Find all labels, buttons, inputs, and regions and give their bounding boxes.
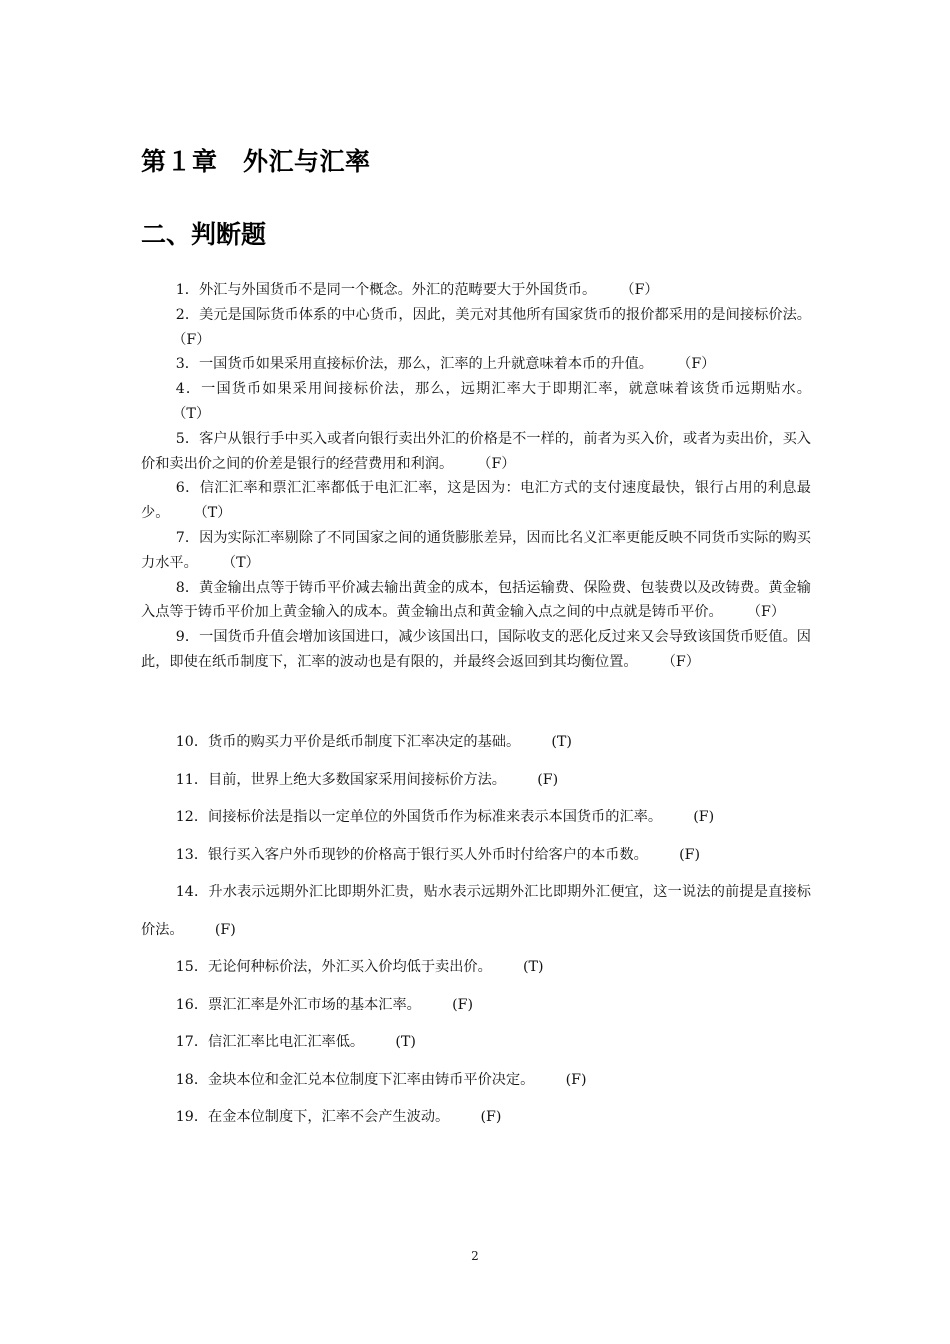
- answer-mark: （F）: [668, 653, 700, 670]
- answer-mark: (T): [551, 734, 572, 750]
- question-item: [141, 303, 811, 353]
- question-text: 8．黄金输出点等于铸币平价减去输出黄金的成本，包括运输费、保险费、包装费以及改铸费。黄金输入点等于铸币平价加上黄金输入的成本。黄金输出点和黄金输入点之间的中点就是铸币平价。: [141, 579, 811, 621]
- question-item: [141, 762, 811, 800]
- answer-mark: (F): [480, 1109, 502, 1125]
- question-item: [141, 576, 811, 626]
- question-text: 18．金块本位和金汇兑本位制度下汇率由铸币平价决定。: [175, 1071, 535, 1088]
- question-item: [141, 1099, 811, 1137]
- question-text: 5．客户从银行手中买入或者向银行卖出外汇的价格是不一样的，前者为买入价，或者为卖出价，买入价和卖出价之间的价差是银行的经营费用和利润。: [141, 430, 811, 472]
- chapter-title: 第１章 外汇与汇率: [141, 147, 371, 176]
- question-item: [141, 1062, 811, 1100]
- question-item: [141, 837, 811, 875]
- question-item: [141, 724, 811, 762]
- question-text: 7．因为实际汇率剔除了不同国家之间的通货膨胀差异，因而比名义汇率更能反映不同货币实际的购买力水平。: [141, 529, 811, 571]
- question-text: 9．一国货币升值会增加该国进口，减少该国出口，国际收支的恶化反过来又会导致该国货币贬值。因此，即使在纸币制度下，汇率的波动也是有限的，并最终会返回到其均衡位置。: [141, 629, 811, 670]
- question-item: [141, 476, 811, 526]
- question-text: 2．美元是国际货币体系的中心货币，因此，美元对其他所有国家货币的报价都采用的是间接标价法。: [175, 306, 811, 323]
- question-item: [141, 799, 811, 837]
- question-item: [141, 949, 811, 987]
- question-item: [141, 427, 811, 477]
- answer-mark: （T）: [229, 554, 260, 571]
- question-text: 3．一国货币如果采用直接标价法，那么，汇率的上升就意味着本币的升值。: [175, 356, 653, 373]
- question-item: [141, 377, 811, 427]
- answer-mark: （T）: [200, 505, 232, 522]
- question-item: [141, 278, 811, 303]
- question-item: [141, 987, 811, 1025]
- answer-mark: （F）: [627, 282, 659, 298]
- question-text: 14．升水表示远期外汇比即期外汇贵，贴水表示远期外汇比即期外汇便宜，这一说法的前提是直接标价法。: [141, 884, 811, 938]
- questions-group-b: [141, 724, 811, 1137]
- question-item: [141, 1024, 811, 1062]
- section-title: 二、判断题: [141, 220, 267, 249]
- answer-mark: (F): [537, 771, 559, 788]
- question-text: 16．票汇汇率是外汇市场的基本汇率。: [175, 996, 421, 1013]
- answer-mark: (F): [214, 921, 236, 938]
- question-text: 17．信汇汇率比电汇汇率低。: [175, 1034, 365, 1050]
- answer-mark: (T): [395, 1034, 416, 1050]
- page-number: 2: [471, 1249, 479, 1263]
- question-text: 1．外汇与外国货币不是同一个概念。外汇的范畴要大于外国货币。: [175, 282, 597, 298]
- question-text: 10．货币的购买力平价是纸币制度下汇率决定的基础。: [175, 734, 521, 750]
- answer-mark: （F）: [753, 604, 786, 621]
- answer-mark: (T): [523, 959, 544, 975]
- question-item: [141, 625, 811, 675]
- question-text: 6．信汇汇率和票汇汇率都低于电汇汇率，这是因为：电汇方式的支付速度最快，银行占用的利息最少。: [141, 480, 811, 522]
- question-text: 4．一国货币如果采用间接标价法，那么，远期汇率大于即期汇率，就意味着该货币远期贴水。: [175, 381, 811, 398]
- question-item: [141, 352, 811, 377]
- answer-mark: (F): [679, 846, 700, 863]
- question-text: 13．银行买入客户外币现钞的价格高于银行买人外币时付给客户的本币数。: [175, 846, 648, 863]
- answer-mark: (F): [693, 809, 715, 825]
- question-text: 19．在金本位制度下，汇率不会产生波动。: [175, 1109, 450, 1125]
- question-text: 11．目前，世界上绝大多数国家采用间接标价方法。: [175, 771, 506, 788]
- answer-mark: （F）: [684, 356, 716, 373]
- answer-mark: (F): [452, 996, 473, 1013]
- answer-mark: （T）: [172, 405, 211, 422]
- questions-group-a: [141, 278, 811, 675]
- question-text: 15．无论何种标价法，外汇买入价均低于卖出价。: [175, 959, 492, 975]
- answer-mark: (F): [565, 1071, 587, 1088]
- answer-mark: （F）: [172, 331, 211, 348]
- question-item: [141, 874, 811, 949]
- answer-mark: （F）: [484, 455, 516, 472]
- question-text: 12．间接标价法是指以一定单位的外国货币作为标准来表示本国货币的汇率。: [175, 809, 663, 825]
- question-item: [141, 526, 811, 576]
